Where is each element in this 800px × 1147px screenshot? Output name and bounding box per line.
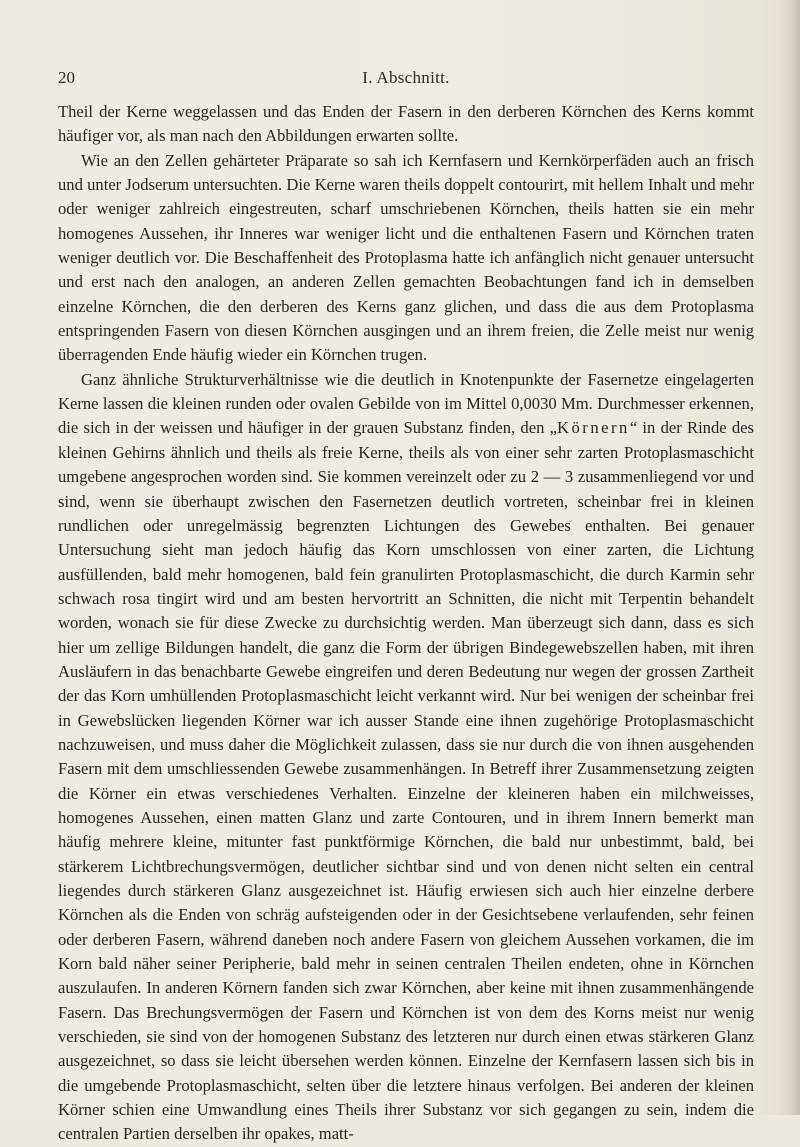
paragraph-koerner [58, 368, 754, 1147]
page-header [58, 68, 754, 92]
paragraph-continued: Theil der Kerne weggelassen und das Enden der Fasern in den derberen Körnchen des Kerns kommt häufiger vor, als man nach den Abbildungen erwarten sollte. [58, 102, 754, 146]
spaced-emphasis-word: Körnern [557, 418, 630, 438]
paragraph-koerner-before: Ganz ähnliche Strukturverhältnisse wie die deutlich in Knotenpunkte der Fasernetze eingelagerten Kerne lassen die kleinen runden oder ovalen Gebilde von im Mittel 0,0030 Mm. Durchmesser erkennen, die sich in der weissen und häufiger in der grauen Substanz finden, den „ [58, 369, 754, 438]
page-number: 20 [58, 68, 75, 87]
running-head: I. Abschnitt. [362, 68, 450, 87]
paragraph-koerner-after: “ in der Rinde des kleinen Gehirns ähnlich und theils als freie Kerne, theils als von einer sehr zarten Protoplasmaschicht umgebene angesprochen worden sind. Sie kommen vereinzelt oder zu 2 — 3 zusammenliegend vor und sind, wenn sie überhaupt zwischen den Fasernetzen deutlich vortreten, scheinbar frei in kleinen rundlichen oder unregelmässig begrenzten Lichtungen des Gewebes enthalten. Bei genauer Untersuchung sieht man jedoch häufig das Korn umschlossen von einer zarten, die Lichtung ausfüllenden, bald mehr homogenen, bald fein granulirten Protoplasmaschicht, die durch Karmin sehr schwach rosa tingirt wird und am besten hervortritt an Schnitten, die nicht mit Terpentin behandelt worden, wonach sie für diese Zwecke zu durchsichtig werden. Man überzeugt sich dann, dass es sich hier um zellige Bildungen handelt, die ganz die Form der übrigen Bindegewebszellen haben, mit ihren Ausläufern in das benachbarte Gewebe eingreifen und deren Bedeutung nur wegen der grossen Zartheit der das Korn umhüllenden Protoplasmaschicht leicht verkannt wird. Nur bei wenigen der scheinbar frei in Gewebslücken liegenden Körner war ich ausser Stande eine ihnen zugehörige Protoplasmaschicht nachzuweisen, und muss daher die Möglichkeit zulassen, dass sie nur durch die von ihnen ausgehenden Fasern mit dem umschliessenden Gewebe zusammenhängen. In Betreff ihrer Zusammensetzung zeigten die Körner ein etwas verschiedenes Verhalten. Einzelne der kleineren haben ein milchweisses, homogenes Aussehen, einen matten Glanz und zarte Contouren, und in ihrem Innern bemerkt man häufig mehrere kleine, mitunter fast punktförmige Körnchen, die bald nur unbestimmt, bald, bei stärkerem Lichtbrechungsvermögen, deutlicher sichtbar sind und von denen nicht selten ein central liegendes durch stärkeren Glanz ausgezeichnet ist. Häufig erwiesen sich auch hier einzelne derbere Körnchen als die Enden von schräg aufsteigenden oder in der Gesichtsebene verlaufenden, sehr feinen oder derberen Fasern, während daneben noch andere Fasern von gleichem Aussehen vorkamen, die im Korn bald näher seiner Peripherie, bald mehr in seinen centralen Theilen endeten, ohne in Körnchen auszulaufen. In anderen Körnern fanden sich zwar Körnchen, aber keine mit ihnen zusammenhängende Fasern. Das Brechungsvermögen der Fasern und Körnchen ist von dem des Korns meist nur wenig verschieden, sie sind von der homogenen Substanz des letzteren nur durch einen etwas stärkeren Glanz ausgezeichnet, so dass sie leicht übersehen werden können. Einzelne der Kernfasern lassen sich bis in die umgebende Protoplasmaschicht, selten über die letztere hinaus verfolgen. Bei anderen der kleinen Körner schien eine Umwandlung eines Theils ihrer Substanz vor sich gegangen zu sein, indem die centralen Partien derselben ihr opakes, matt- [58, 418, 755, 1144]
page-edge-shadow [778, 0, 800, 1115]
body-text [58, 100, 754, 1147]
paragraph-kernfasern: Wie an den Zellen gehärteter Präparate so sah ich Kernfasern und Kernkörperfäden auch an frisch und unter Jodserum untersuchten. Die Kerne waren theils doppelt contourirt, mit hellem Inhalt und mehr oder weniger zahlreich eingestreuten, scharf umschriebenen Körnchen, theils hatten sie ein mehr homogenes Aussehen, ihr Inneres war weniger licht und die enthaltenen Fasern und Körnchen traten weniger deutlich vor. Die Beschaffenheit des Protoplasma hatte ich anfänglich nicht genauer untersucht und erst nach den analogen, an anderen Zellen gemachten Beobachtungen fand ich in demselben einzelne Körnchen, die den derberen des Kerns ganz glichen, und dass die aus dem Protoplasma entspringenden Fasern von diesen Körnchen ausgingen und an ihrem freien, die Zelle meist nur wenig überragenden Ende häufig wieder ein Körnchen trugen. [58, 150, 754, 365]
